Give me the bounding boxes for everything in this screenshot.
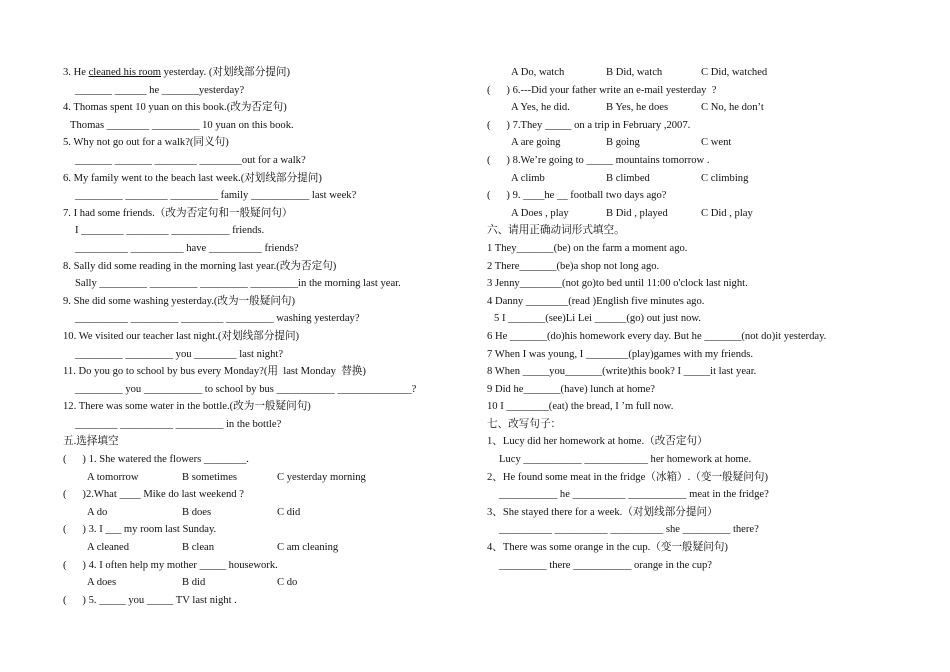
- fill-10[interactable]: 10 I ________(eat) the bread, I ’m full now.: [487, 401, 674, 413]
- option-c[interactable]: C climbing: [701, 172, 749, 184]
- section-6-heading: 六、请用正确动词形式填空。: [487, 225, 625, 237]
- option-a[interactable]: A climb: [511, 172, 545, 184]
- fill-3[interactable]: 3 Jenny________(not go)to bed until 11:00 o'clock last night.: [487, 278, 748, 290]
- option-a[interactable]: A Do, watch: [511, 67, 565, 78]
- right-column: [487, 64, 907, 574]
- left-column: [63, 64, 463, 609]
- rewrite-2: 2、He found some meat in the fridge（冰箱）.（变一般疑问句): [487, 471, 768, 483]
- option-a[interactable]: A Yes, he did.: [511, 102, 570, 114]
- choice-1-options: [63, 469, 463, 487]
- rewrite-4: 4、There was some orange in the cup.（变一般疑问句): [487, 542, 728, 554]
- question-5: 5. Why not go out for a walk?(同义句): [63, 137, 229, 149]
- option-b[interactable]: B clean: [182, 542, 215, 554]
- choice-1: ( ) 1. She watered the flowers ________.: [63, 454, 249, 466]
- question-6: 6. My family went to the beach last week.(对划线部分提问): [63, 172, 322, 184]
- choice-9-options: [487, 205, 907, 223]
- option-a[interactable]: A tomorrow: [87, 471, 139, 483]
- rewrite-4-blank[interactable]: _________ there ___________ orange in the cup?: [499, 559, 713, 571]
- question-8: 8. Sally did some reading in the morning last year.(改为否定句): [63, 260, 337, 272]
- rewrite-1: 1、Lucy did her homework at home.（改否定句）: [487, 436, 708, 448]
- option-a[interactable]: A Does , play: [511, 207, 569, 219]
- option-c[interactable]: C went: [701, 137, 732, 149]
- section-7-heading: 七、改写句子：: [487, 418, 562, 430]
- choice-4-options: [63, 574, 463, 592]
- question-6-blank[interactable]: _________ ________ _________ family ___________ last week?: [75, 190, 357, 202]
- rewrite-3: 3、She stayed there for a week.（对划线部分提问）: [487, 506, 718, 518]
- option-b[interactable]: B climbed: [606, 172, 650, 184]
- fill-8[interactable]: 8 When _____you_______(write)this book? I _____it last year.: [487, 366, 757, 378]
- option-b[interactable]: B going: [606, 137, 640, 149]
- choice-6-options: [487, 99, 907, 117]
- option-c[interactable]: C do: [277, 577, 298, 589]
- choice-2: ( )2.What ____ Mike do last weekend ?: [63, 489, 244, 501]
- option-c[interactable]: C am cleaning: [277, 542, 339, 554]
- choice-6: ( ) 6.---Did your father write an e-mail yesterday ?: [487, 84, 717, 96]
- fill-9[interactable]: 9 Did he_______(have) lunch at home?: [487, 383, 655, 395]
- choice-7: ( ) 7.They _____ on a trip in February ,2007.: [487, 119, 691, 131]
- choice-4: ( ) 4. I often help my mother _____ housework.: [63, 559, 278, 571]
- rewrite-1-blank[interactable]: Lucy ___________ ____________ her homework at home.: [499, 454, 752, 466]
- choice-7-options: [487, 134, 907, 152]
- section-5-heading: 五.选择填空: [63, 436, 119, 448]
- choice-3-options: [63, 539, 463, 557]
- rewrite-3-blank[interactable]: __________ __________ __________ she _________ there?: [499, 524, 759, 536]
- question-5-blank[interactable]: _______ _______ ________ ________out for a walk?: [75, 154, 306, 166]
- fill-1[interactable]: 1 They_______(be) on the farm a moment ago.: [487, 242, 688, 254]
- option-b[interactable]: B Did, watch: [606, 67, 663, 78]
- question-11: 11. Do you go to school by bus every Monday?(用 last Monday 替换): [63, 366, 366, 378]
- fill-2[interactable]: 2 There_______(be)a shop not long ago.: [487, 260, 660, 272]
- question-7-blank-negative[interactable]: I ________ ________ ___________ friends.: [75, 225, 265, 237]
- option-c[interactable]: C Did, watched: [701, 67, 768, 78]
- question-3: 3. He cleaned his room yesterday. (对划线部分提问): [63, 67, 291, 78]
- option-a[interactable]: A cleaned: [87, 542, 130, 554]
- question-7-blank-question[interactable]: __________ __________ have __________ friends?: [75, 242, 299, 254]
- question-8-blank[interactable]: Sally _________ _________ _________ _________in the morning last year.: [75, 278, 401, 290]
- rewrite-2-blank[interactable]: ___________ he __________ ___________ meat in the fridge?: [499, 489, 769, 501]
- question-9-blank[interactable]: __________ _________ ________ _________ washing yesterday?: [75, 313, 360, 325]
- question-4: 4. Thomas spent 10 yuan on this book.(改为否定句): [63, 102, 287, 114]
- choice-8: ( ) 8.We’re going to _____ mountains tomorrow .: [487, 154, 710, 166]
- option-b[interactable]: B does: [182, 506, 212, 518]
- choice-5-options: [487, 64, 907, 82]
- fill-7[interactable]: 7 When I was young, I ________(play)games with my friends.: [487, 348, 754, 360]
- question-10: 10. We visited our teacher last night.(对划线部分提问): [63, 330, 300, 342]
- choice-9: ( ) 9. ____he __ football two days ago?: [487, 190, 667, 202]
- question-12: 12. There was some water in the bottle.(改为一般疑问句): [63, 401, 311, 413]
- question-9: 9. She did some washing yesterday.(改为一般疑问句): [63, 295, 296, 307]
- question-4-blank[interactable]: Thomas ________ _________ 10 yuan on this book.: [70, 119, 294, 131]
- question-10-blank[interactable]: _________ _________ you ________ last night?: [75, 348, 284, 360]
- choice-5: ( ) 5. _____ you _____ TV last night .: [63, 594, 237, 606]
- fill-4[interactable]: 4 Danny ________(read )English five minutes ago.: [487, 295, 705, 307]
- option-c[interactable]: C No, he don’t: [701, 102, 764, 114]
- choice-3: ( ) 3. I ___ my room last Sunday.: [63, 524, 217, 536]
- option-a[interactable]: A does: [87, 577, 117, 589]
- option-c[interactable]: C did: [277, 506, 301, 518]
- option-a[interactable]: A do: [87, 506, 108, 518]
- option-c[interactable]: C yesterday morning: [277, 471, 366, 483]
- question-11-blank[interactable]: _________ you ___________ to school by bus ___________ ______________?: [75, 383, 417, 395]
- fill-5[interactable]: 5 I _______(see)Li Lei ______(go) out just now.: [494, 313, 702, 325]
- option-b[interactable]: B Yes, he does: [606, 102, 669, 114]
- option-b[interactable]: B did: [182, 577, 206, 589]
- question-3-blank[interactable]: _______ ______ he _______yesterday?: [75, 84, 245, 96]
- underlined-phrase: cleaned his room: [88, 67, 161, 78]
- fill-6[interactable]: 6 He _______(do)his homework every day. But he _______(not do)it yesterday.: [487, 330, 827, 342]
- question-7: 7. I had some friends.（改为否定句和一般疑问句）: [63, 207, 293, 219]
- option-b[interactable]: B Did , played: [606, 207, 668, 219]
- choice-8-options: [487, 170, 907, 188]
- option-b[interactable]: B sometimes: [182, 471, 238, 483]
- option-a[interactable]: A are going: [511, 137, 561, 149]
- option-c[interactable]: C Did , play: [701, 207, 753, 219]
- choice-2-options: [63, 504, 463, 522]
- question-12-blank[interactable]: ________ __________ _________ in the bottle?: [75, 418, 282, 430]
